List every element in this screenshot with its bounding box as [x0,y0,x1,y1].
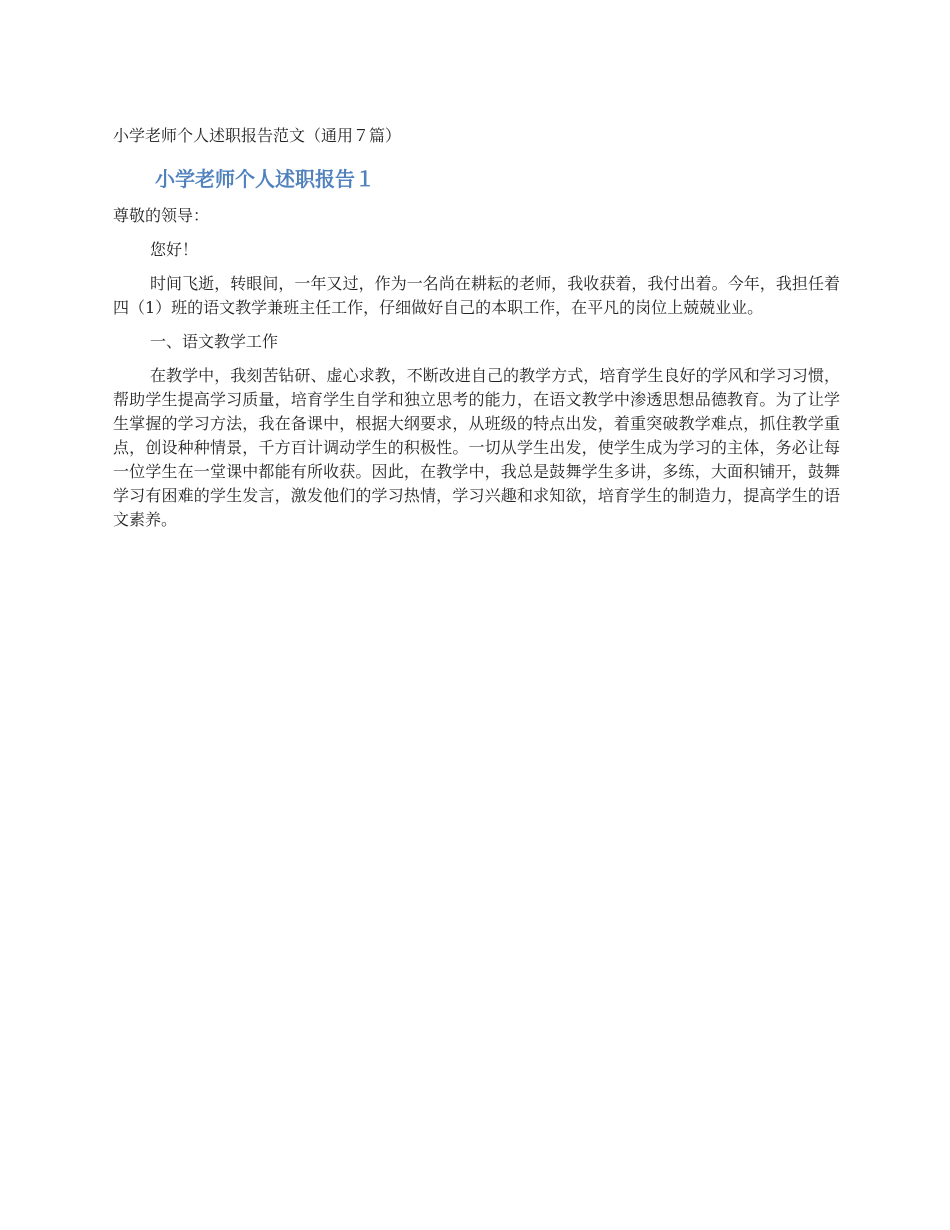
paragraph-intro: 时间飞逝，转眼间，一年又过，作为一名尚在耕耘的老师，我收获着，我付出着。今年，我担任着四（1）班的语文教学兼班主任工作，仔细做好自己的本职工作，在平凡的岗位上兢兢业业。 [113,274,840,317]
section-heading: 小学老师个人述职报告１ [155,167,375,191]
subheading-chinese-teaching: 一、语文教学工作 [150,332,279,351]
document-body [113,124,840,532]
paragraph-teaching: 在教学中，我刻苦钻研、虚心求教，不断改进自己的教学方式，培育学生良好的学风和学习习惯，帮助学生提高学习质量，培育学生自学和独立思考的能力，在语文教学中渗透思想品德教育。为了让学生掌握的学习方法，我在备课中，根据大纲要求，从班级的特点出发，着重突破教学难点，抓住教学重点，创设种种情景，千方百计调动学生的积极性。一切从学生出发，使学生成为学习的主体，务必让每一位学生在一堂课中都能有所收获。因此，在教学中，我总是鼓舞学生多讲，多练，大面积铺开，鼓舞学习有困难的学生发言，激发他们的学习热情，学习兴趣和求知欲，培育学生的制造力，提高学生的语文素养。 [113,366,840,529]
greeting: 您好！ [150,240,199,259]
document-title: 小学老师个人述职报告范文（通用７篇） [113,126,402,145]
salutation: 尊敬的领导： [113,206,210,225]
